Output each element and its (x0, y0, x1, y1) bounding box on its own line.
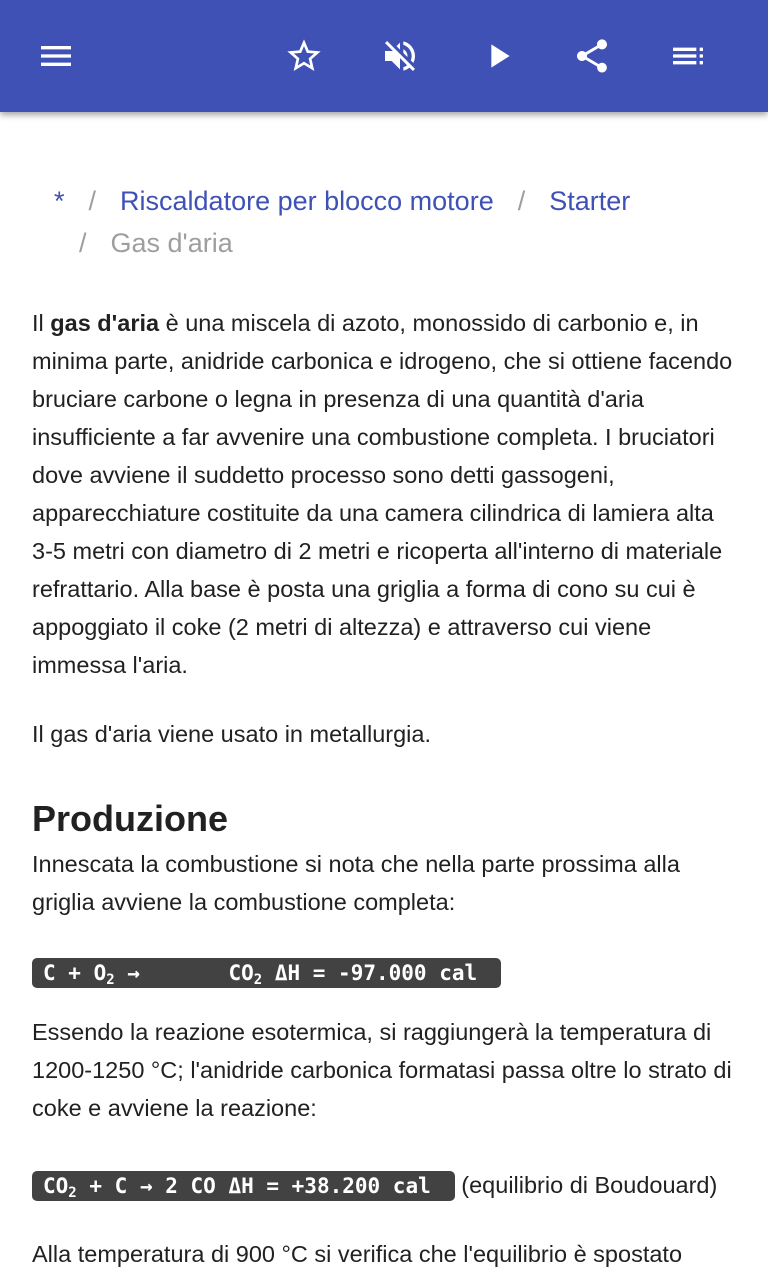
toc-icon (668, 36, 708, 76)
breadcrumb-home-link[interactable]: * (54, 186, 65, 216)
play-icon (478, 36, 518, 76)
breadcrumb-separator: / (88, 186, 97, 216)
article-content (32, 112, 738, 1273)
intro-term: gas d'aria (50, 310, 160, 336)
equation-part: ΔH = -97.000 cal (262, 961, 478, 985)
contents-button[interactable] (664, 32, 712, 80)
equation-part: + C → 2 CO ΔH = +38.200 cal (76, 1174, 431, 1198)
breadcrumb (32, 180, 738, 264)
intro-text: è una miscela di azoto, monossido di carbonio e, in minima parte, anidride carbonica e idrogeno, che si ottiene facendo bruciare carbone o legna in presenza di una quantità d'aria insufficiente a far avvenire una combustione completa. I bruciatori dove avviene il suddetto processo sono detti gassogeni, apparecchiature costituite da una camera cilindrica di lamiera alta 3-5 metri con diametro di 2 metri e ricoperta all'interno di materiale refrattario. Alla base è posta una griglia a forma di cono su cui è appoggiato il coke (2 metri di altezza) e attraverso cui viene immessa l'aria. (32, 310, 733, 678)
star-icon (284, 36, 324, 76)
exothermic-paragraph: Essendo la reazione esotermica, si raggiungerà la temperatura di 1200-1250 °C; l'anidride carbonica formatasi passa oltre lo strato di coke e avviene la reazione: (32, 1019, 732, 1121)
menu-icon (36, 36, 76, 76)
equation-subscript: 2 (253, 972, 263, 988)
breadcrumb-link-riscaldatore[interactable]: Riscaldatore per blocco motore (120, 186, 494, 216)
section-intro-paragraph: Innescata la combustione si nota che nella parte prossima alla griglia avviene la combustione completa: (32, 851, 680, 915)
share-icon (572, 36, 612, 76)
partial-paragraph: Alla temperatura di 900 °C si verifica che l'equilibrio è spostato (32, 1241, 683, 1267)
play-button[interactable] (474, 32, 522, 80)
equation-part: CO (228, 961, 254, 985)
section-heading: Produzione (32, 798, 228, 839)
equation-paragraph (32, 1166, 738, 1204)
volume-off-icon (380, 36, 420, 76)
menu-button[interactable] (32, 32, 80, 80)
equation-note: (equilibrio di Boudouard) (454, 1172, 718, 1198)
breadcrumb-separator: / (79, 228, 87, 258)
intro-prefix: Il (32, 310, 51, 336)
equation-part: CO (43, 1174, 69, 1198)
equation-subscript: 2 (68, 1185, 77, 1201)
breadcrumb-separator: / (517, 186, 526, 216)
equation-code (32, 958, 501, 988)
equation-code (32, 1171, 455, 1201)
equation-block (32, 958, 738, 988)
mute-button[interactable] (376, 32, 424, 80)
intro-paragraph (32, 304, 738, 684)
equation-part: C + O (43, 961, 107, 985)
share-button[interactable] (568, 32, 616, 80)
equation-subscript: 2 (106, 972, 115, 988)
app-toolbar (0, 0, 768, 112)
breadcrumb-link-starter[interactable]: Starter (549, 186, 631, 216)
breadcrumb-current: Gas d'aria (110, 228, 233, 258)
bookmark-button[interactable] (280, 32, 328, 80)
usage-paragraph: Il gas d'aria viene usato in metallurgia. (32, 721, 431, 747)
equation-arrow: → (114, 961, 229, 985)
